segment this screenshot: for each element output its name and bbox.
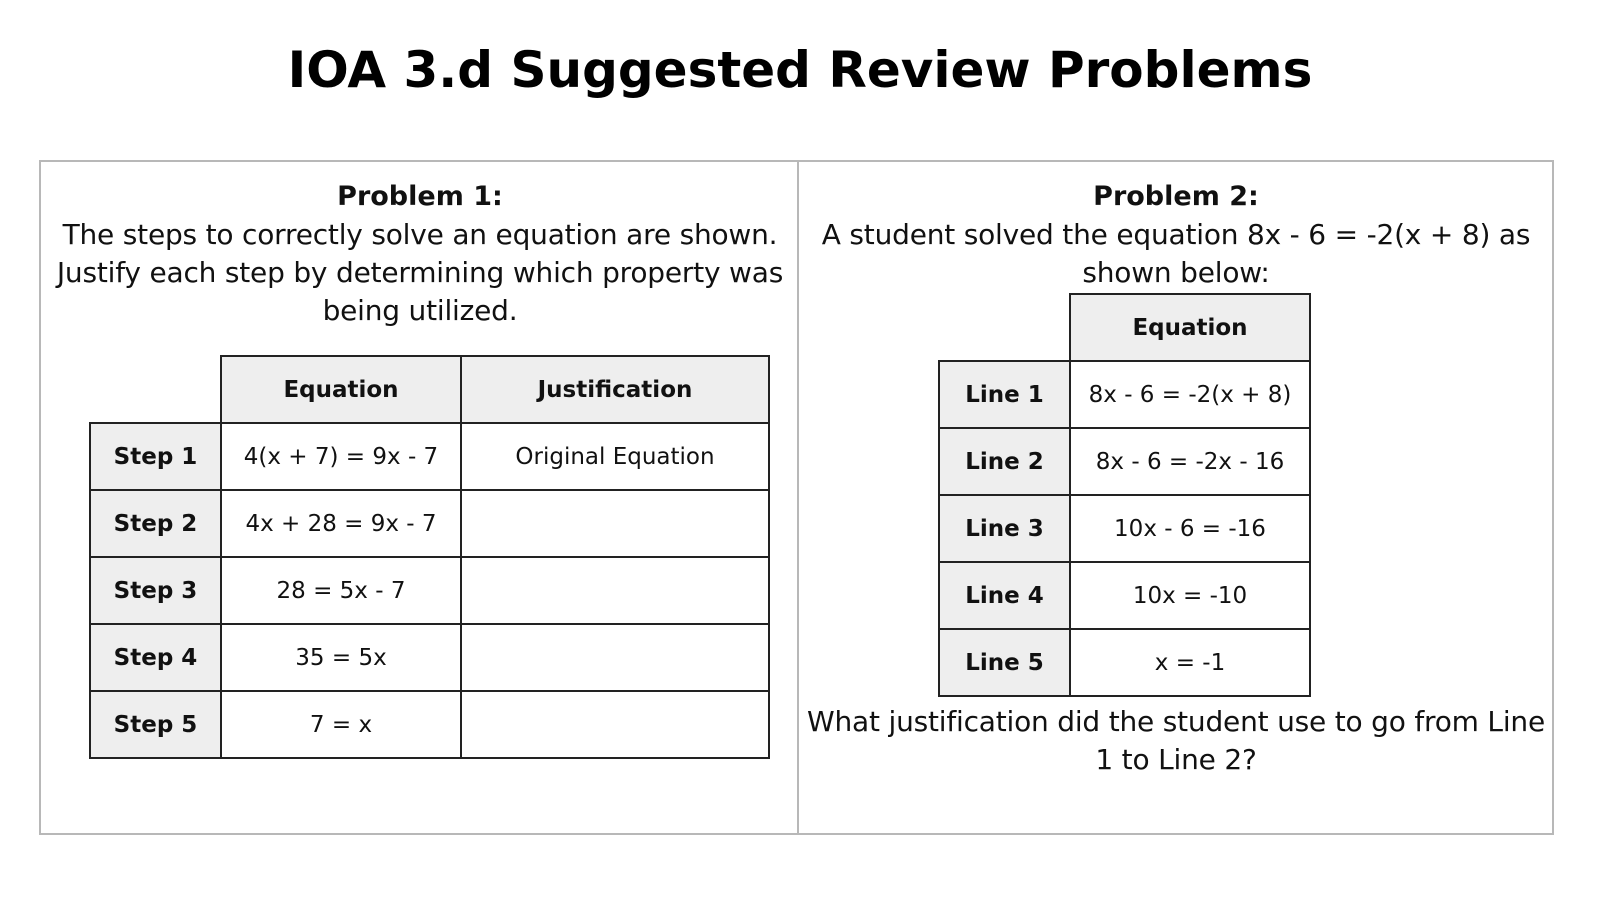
step-justification[interactable] (461, 691, 769, 758)
line-label: Line 3 (939, 495, 1070, 562)
table-row (939, 562, 1310, 629)
step-equation: 4(x + 7) = 9x - 7 (221, 423, 461, 490)
problem-2-description: A student solved the equation 8x - 6 = -2(x + 8) as shown below: (821, 218, 1531, 289)
empty-corner-cell (939, 294, 1070, 361)
step-equation: 28 = 5x - 7 (221, 557, 461, 624)
line-label: Line 4 (939, 562, 1070, 629)
line-equation: x = -1 (1070, 629, 1310, 696)
problem-2-panel (806, 178, 1546, 292)
equation-header: Equation (221, 356, 461, 423)
problem-1-heading: Problem 1: (337, 181, 503, 212)
line-equation: 8x - 6 = -2x - 16 (1070, 428, 1310, 495)
table-row (90, 490, 769, 557)
step-justification[interactable] (461, 557, 769, 624)
line-label: Line 1 (939, 361, 1070, 428)
step-justification[interactable] (461, 490, 769, 557)
problem-1-panel (50, 178, 790, 330)
table-row (939, 495, 1310, 562)
table-header-row (90, 356, 769, 423)
table-row (90, 557, 769, 624)
step-label: Step 5 (90, 691, 221, 758)
line-label: Line 5 (939, 629, 1070, 696)
step-equation: 4x + 28 = 9x - 7 (221, 490, 461, 557)
step-label: Step 4 (90, 624, 221, 691)
problem-2-table (938, 293, 1311, 697)
empty-corner-cell (90, 356, 221, 423)
problem-1-table (89, 355, 770, 759)
step-equation: 7 = x (221, 691, 461, 758)
step-justification[interactable]: Original Equation (461, 423, 769, 490)
table-row (90, 691, 769, 758)
step-justification[interactable] (461, 624, 769, 691)
line-equation: 10x - 6 = -16 (1070, 495, 1310, 562)
table-row (939, 428, 1310, 495)
table-row (939, 629, 1310, 696)
table-row (90, 423, 769, 490)
problem-2-heading: Problem 2: (1093, 181, 1259, 212)
justification-header: Justification (461, 356, 769, 423)
page-title: IOA 3.d Suggested Review Problems (287, 41, 1313, 99)
equation-header: Equation (1070, 294, 1310, 361)
panel-divider (797, 160, 799, 835)
table-row (90, 624, 769, 691)
table-header-row (939, 294, 1310, 361)
problem-2-question: What justification did the student use to go from Line 1 to Line 2? (807, 705, 1545, 776)
problem-1-description: The steps to correctly solve an equation are shown. Justify each step by determining which property was being utilized. (56, 218, 784, 327)
step-label: Step 2 (90, 490, 221, 557)
line-equation: 10x = -10 (1070, 562, 1310, 629)
table-row (939, 361, 1310, 428)
line-equation: 8x - 6 = -2(x + 8) (1070, 361, 1310, 428)
line-label: Line 2 (939, 428, 1070, 495)
step-label: Step 1 (90, 423, 221, 490)
step-label: Step 3 (90, 557, 221, 624)
step-equation: 35 = 5x (221, 624, 461, 691)
